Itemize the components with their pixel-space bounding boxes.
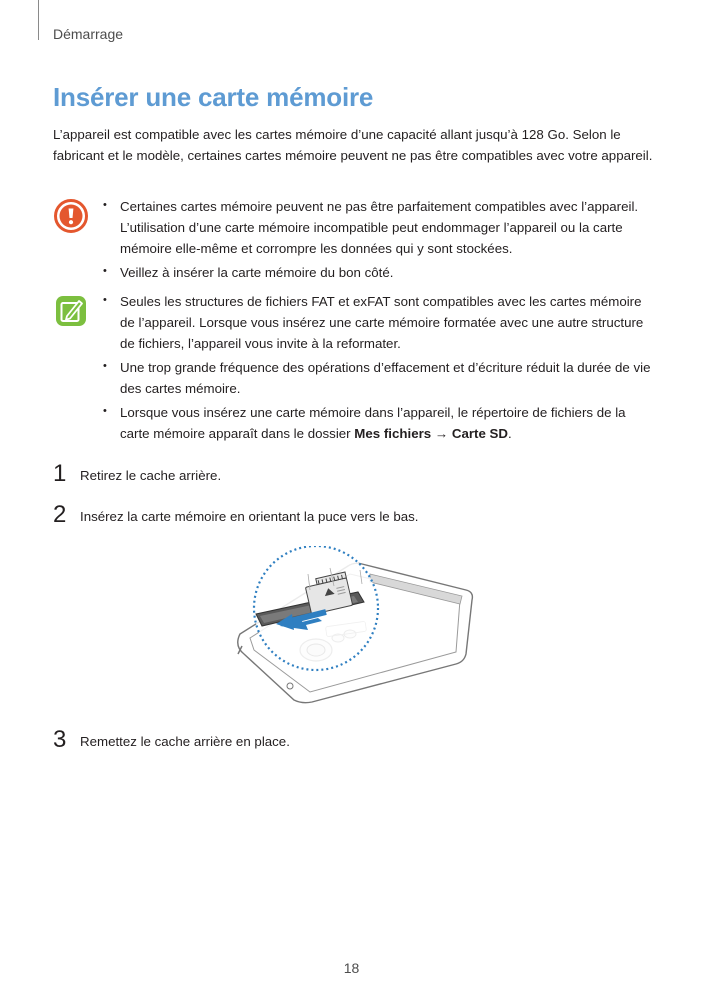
step-2 bbox=[53, 501, 419, 529]
step-number: 2 bbox=[53, 501, 67, 528]
caution-item: • Veillez à insérer la carte mémoire du bon côté. bbox=[101, 262, 657, 283]
note-item-text: Lorsque vous insérez une carte mémoire dans l’appareil, le répertoire de fichiers de la carte mémoire apparaît dans le dossier bbox=[120, 405, 626, 441]
step-text: Remettez le cache arrière en place. bbox=[80, 734, 290, 749]
note-item: • Seules les structures de fichiers FAT et exFAT sont compatibles avec les cartes mémoire de l’appareil. Lorsque vous insérez une carte mémoire formatée avec une autre structure de fichiers, l’appareil vous invite à la reformater. bbox=[101, 291, 657, 354]
caution-list bbox=[101, 196, 657, 286]
note-list bbox=[101, 291, 657, 447]
step-text: Insérez la carte mémoire en orientant la puce vers le bas. bbox=[80, 509, 419, 524]
step-number: 1 bbox=[53, 460, 67, 487]
step-1 bbox=[53, 460, 221, 488]
note-icon bbox=[53, 293, 89, 329]
step-text: Retirez le cache arrière. bbox=[80, 468, 222, 483]
step-number: 3 bbox=[53, 726, 67, 753]
header-rule bbox=[38, 0, 39, 40]
note-item-end: . bbox=[508, 426, 512, 441]
folder-name: Mes fichiers bbox=[354, 426, 432, 441]
page-number: 18 bbox=[343, 960, 360, 976]
intro-paragraph: L’appareil est compatible avec les cartes mémoire d’une capacité allant jusqu’à 128 Go. Selon le fabricant et le modèle, certaines cartes mémoire peuvent ne pas être compatibles avec votre appareil. bbox=[53, 127, 653, 163]
subfolder-name: Carte SD bbox=[451, 426, 509, 441]
caution-item: • Certaines cartes mémoire peuvent ne pas être parfaitement compatibles avec l’appareil. L’utilisation d’une carte mémoire incompatible peut endommager l’appareil ou la carte mémoire elle-même et corrompre les données qui y sont stockées. bbox=[101, 196, 657, 259]
caution-icon bbox=[53, 198, 89, 234]
step-3 bbox=[53, 726, 290, 754]
note-item: • Une trop grande fréquence des opérations d’effacement et d’écriture réduit la durée de vie des cartes mémoire. bbox=[101, 357, 657, 399]
note-item bbox=[101, 402, 657, 444]
path-arrow: → bbox=[431, 426, 452, 441]
phone-memory-card-illustration bbox=[230, 546, 476, 706]
section-name: Démarrage bbox=[53, 26, 124, 42]
page-title: Insérer une carte mémoire bbox=[53, 82, 374, 112]
